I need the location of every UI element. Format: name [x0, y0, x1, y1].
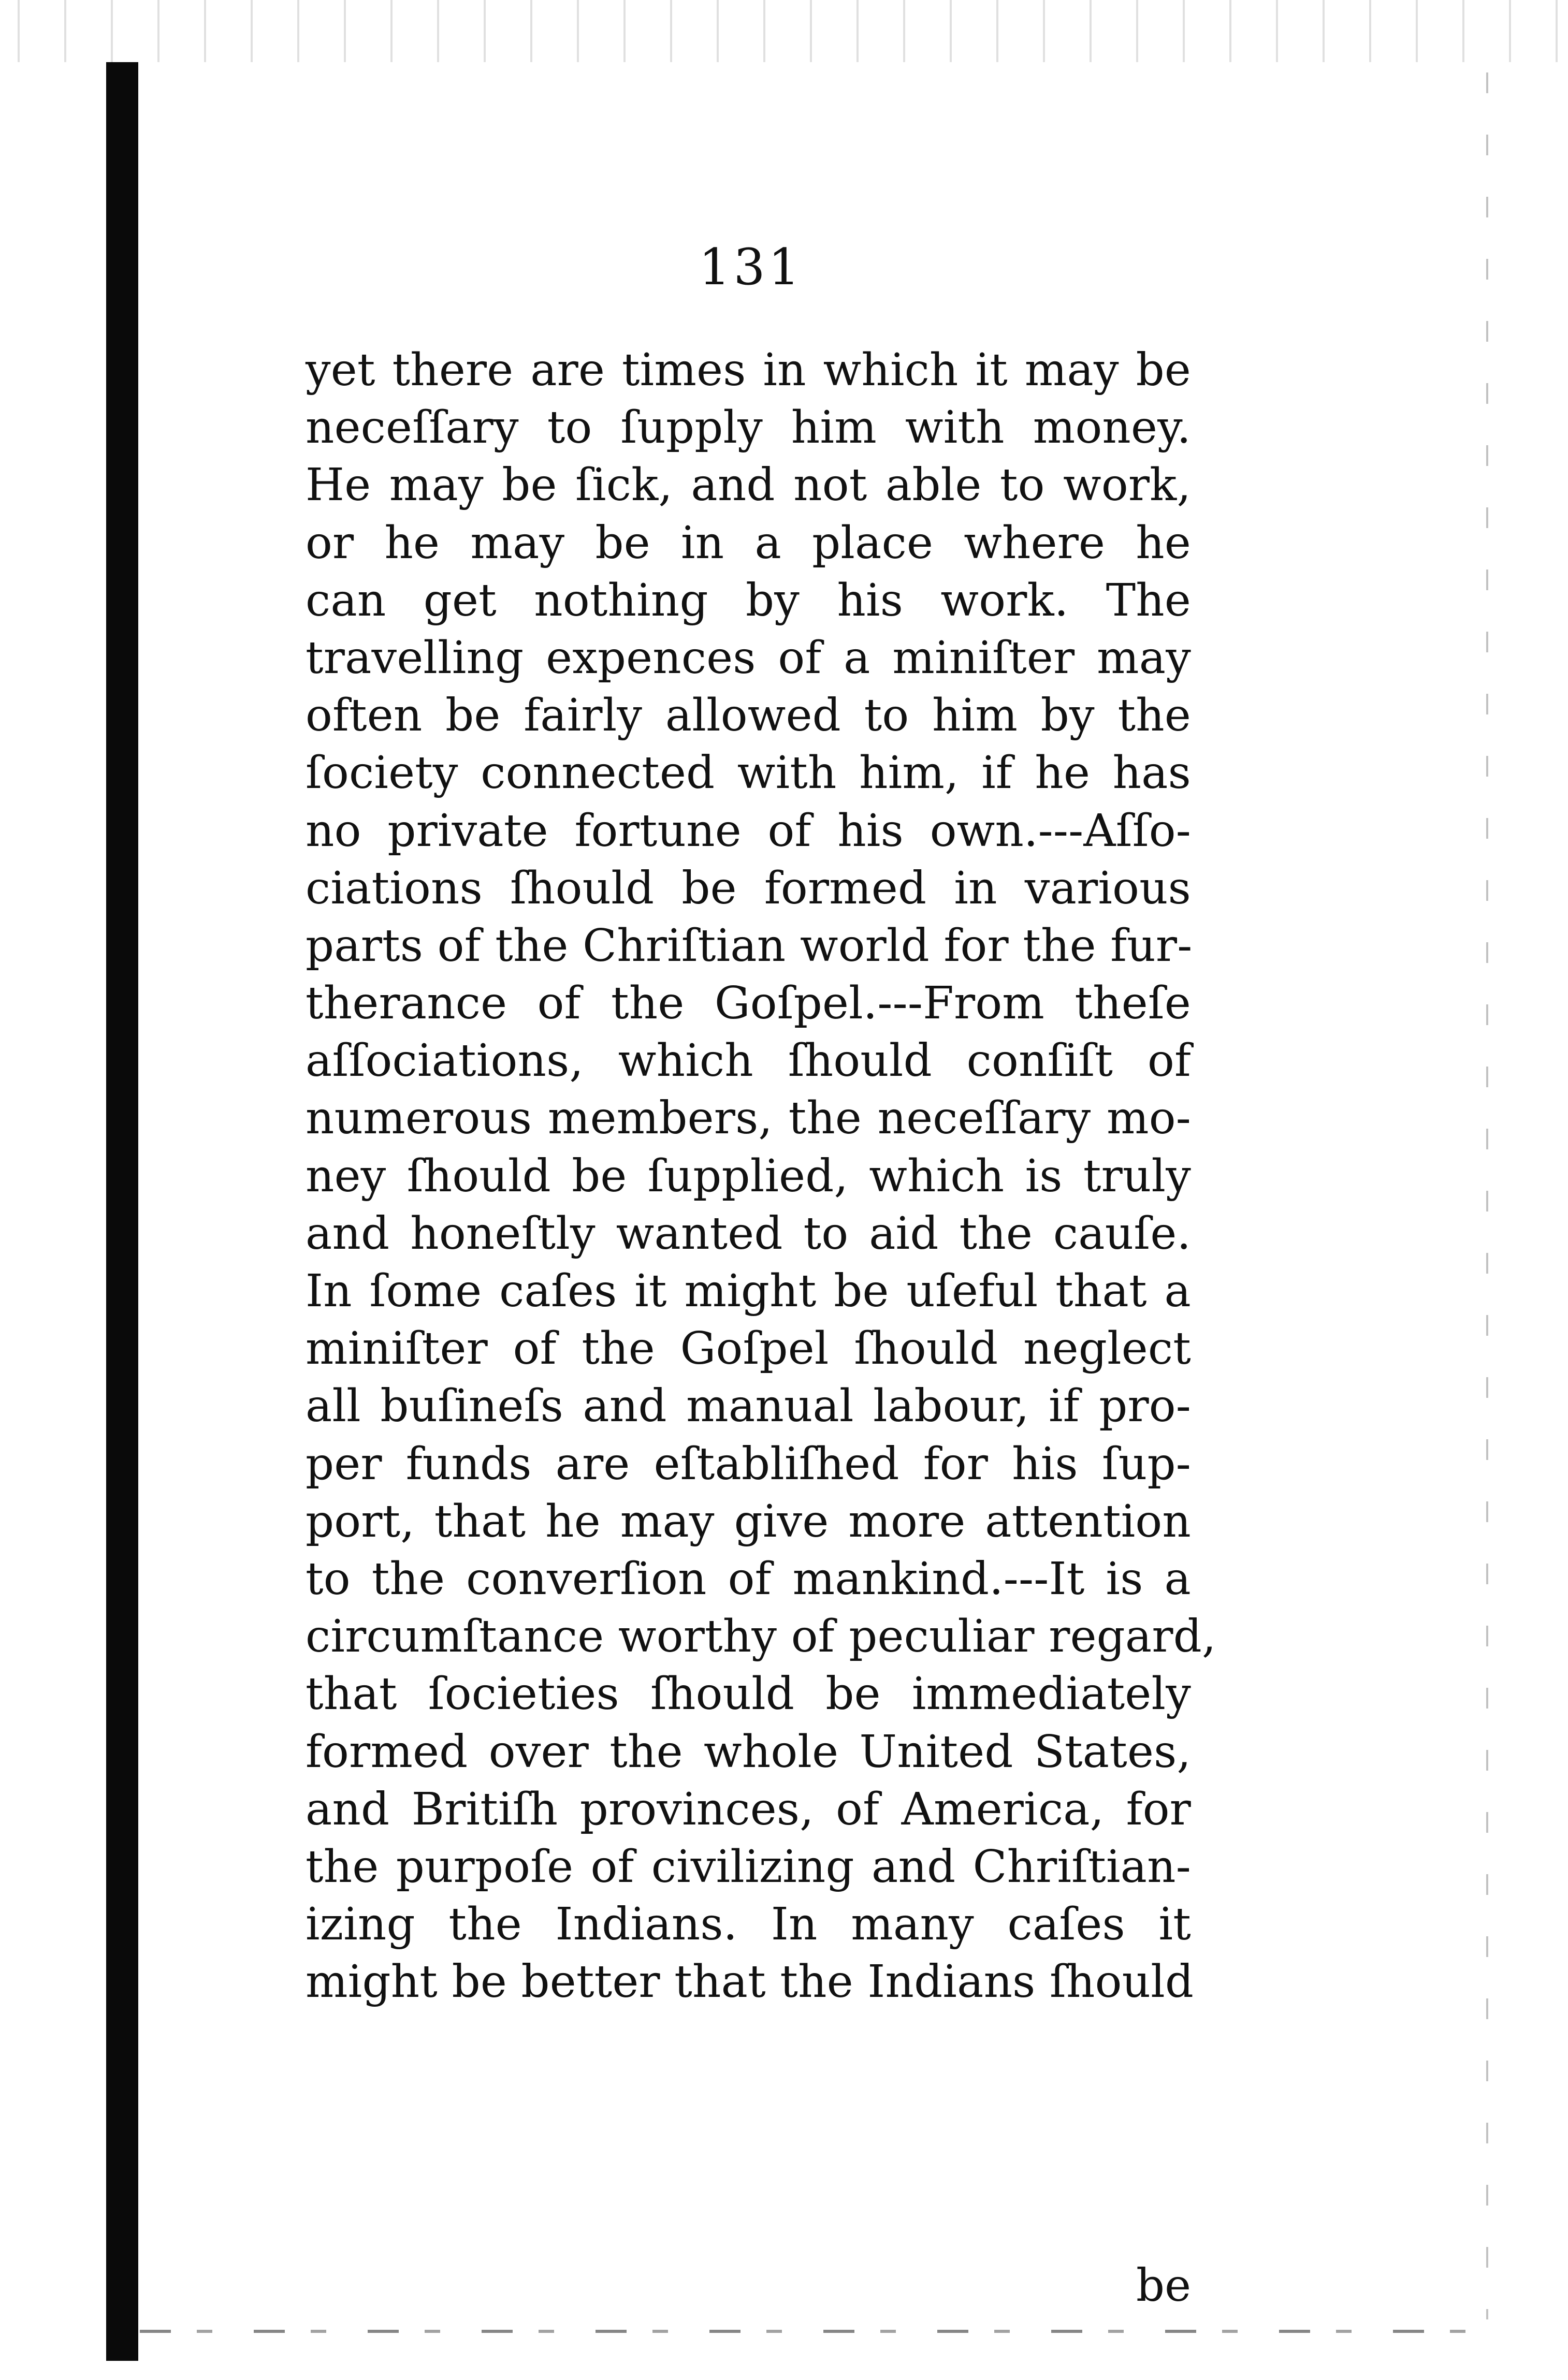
body-text — [306, 342, 1216, 2011]
text-line: and Britiſh provinces, of America, for — [306, 1783, 1191, 1835]
page-number: 131 — [699, 238, 803, 296]
text-line: port, that he may give more attention — [306, 1495, 1191, 1547]
text-line: to the converſion of mankind.---It is a — [306, 1553, 1191, 1605]
text-line: He may be ſick, and not able to work, — [306, 459, 1191, 512]
text-line: aſſociations, which ſhould conſiſt of — [306, 1035, 1191, 1087]
text-line: miniſter of the Goſpel ſhould neglect — [306, 1323, 1191, 1375]
text-line: the purpoſe of civilizing and Chriſtian- — [306, 1841, 1191, 1893]
text-line: izing the Indians. In many caſes it — [306, 1899, 1191, 1951]
text-line: or he may be in a place where he — [306, 517, 1191, 569]
page-edge-right — [1486, 72, 1488, 2319]
text-line: ciations ſhould be formed in various — [306, 862, 1191, 914]
catchword: be — [1136, 2260, 1191, 2312]
text-line: In ſome caſes it might be uſeful that a — [306, 1265, 1191, 1317]
text-line: ſociety connected with him, if he has — [306, 747, 1191, 799]
binding-edge — [106, 62, 138, 2361]
text-line: ney ſhould be ſupplied, which is truly — [306, 1150, 1191, 1202]
text-line: circumſtance worthy of peculiar regard, — [306, 1611, 1216, 1663]
text-line: that ſocieties ſhould be immediately — [306, 1668, 1191, 1720]
text-line: parts of the Chriſtian world for the fur- — [306, 919, 1193, 972]
text-line: often be fairly allowed to him by the — [306, 690, 1191, 742]
text-line: travelling expences of a miniſter may — [306, 632, 1191, 684]
text-line: numerous members, the neceſſary mo- — [306, 1092, 1191, 1145]
text-line: neceſſary to ſupply him with money. — [306, 402, 1191, 454]
text-line: per funds are eſtabliſhed for his ſup- — [306, 1438, 1191, 1490]
text-line: might be better that the Indians ſhould — [306, 1956, 1194, 2008]
text-line: formed over the whole United States, — [306, 1726, 1191, 1778]
text-line: yet there are times in which it may be — [306, 344, 1191, 396]
scan-noise-bottom — [140, 2330, 1486, 2333]
text-line: all buſineſs and manual labour, if pro- — [306, 1380, 1191, 1433]
scan-noise-top — [0, 0, 1568, 62]
text-line: therance of the Goſpel.---From theſe — [306, 977, 1191, 1030]
text-line: can get nothing by his work. The — [306, 574, 1191, 626]
text-line: no private fortune of his own.---Aſſo- — [306, 805, 1191, 857]
text-line: and honeſtly wanted to aid the cauſe. — [306, 1207, 1191, 1260]
